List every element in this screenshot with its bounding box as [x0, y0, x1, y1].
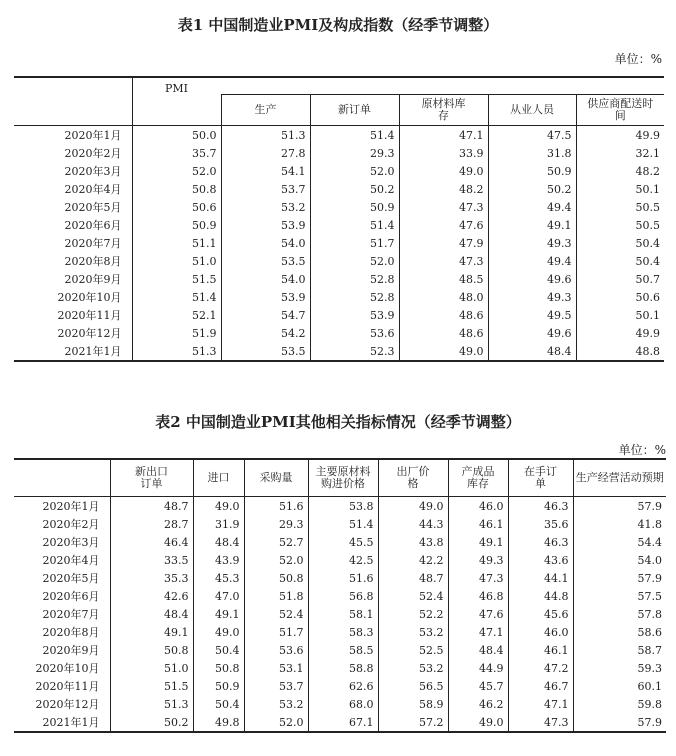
row-value: 48.8	[576, 342, 664, 361]
row-value: 50.0	[132, 126, 221, 145]
row-value: 35.7	[132, 144, 221, 162]
row-value: 56.8	[308, 587, 378, 605]
row-value: 29.3	[310, 144, 399, 162]
row-value: 47.2	[508, 659, 573, 677]
row-value: 49.0	[193, 623, 244, 641]
row-value: 62.6	[308, 677, 378, 695]
row-value: 49.9	[576, 324, 664, 342]
row-date: 2020年4月	[64, 183, 122, 196]
row-value: 45.7	[448, 677, 508, 695]
row-value: 48.7	[378, 569, 448, 587]
table2-unit: 单位：%	[618, 443, 666, 457]
table2-header-backlog-orders: 在手订单	[508, 459, 573, 497]
row-value: 52.0	[244, 713, 308, 732]
row-value: 49.0	[448, 713, 508, 732]
row-value: 48.2	[576, 162, 664, 180]
row-value: 50.4	[576, 234, 664, 252]
table1-corner-cell	[14, 77, 132, 126]
row-value: 52.0	[310, 252, 399, 270]
row-value: 50.8	[132, 180, 221, 198]
row-value: 50.8	[110, 641, 193, 659]
row-date: 2020年2月	[42, 518, 100, 531]
row-value: 57.5	[573, 587, 666, 605]
row-value: 54.7	[221, 306, 310, 324]
row-value: 49.6	[488, 270, 576, 288]
row-value: 58.9	[378, 695, 448, 713]
row-value: 46.7	[508, 677, 573, 695]
row-value: 50.4	[193, 695, 244, 713]
row-value: 51.5	[110, 677, 193, 695]
row-value: 28.7	[110, 515, 193, 533]
row-value: 54.1	[221, 162, 310, 180]
row-value: 53.7	[244, 677, 308, 695]
row-value: 53.6	[310, 324, 399, 342]
row-value: 44.3	[378, 515, 448, 533]
row-value: 53.2	[378, 623, 448, 641]
row-value: 48.2	[399, 180, 488, 198]
row-value: 33.5	[110, 551, 193, 569]
row-value: 51.8	[244, 587, 308, 605]
row-value: 58.7	[573, 641, 666, 659]
row-value: 51.6	[308, 569, 378, 587]
row-value: 42.6	[110, 587, 193, 605]
row-date: 2020年7月	[64, 237, 122, 250]
row-value: 50.1	[576, 306, 664, 324]
row-value: 58.5	[308, 641, 378, 659]
row-value: 53.9	[221, 288, 310, 306]
table-row	[14, 641, 666, 659]
table2-header-purchase-quantity: 采购量	[244, 459, 308, 497]
row-value: 52.8	[310, 288, 399, 306]
row-value: 51.3	[110, 695, 193, 713]
row-date: 2020年6月	[64, 219, 122, 232]
row-date: 2020年6月	[42, 590, 100, 603]
row-value: 43.9	[193, 551, 244, 569]
table1-header-new-orders: 新订单	[310, 95, 399, 126]
row-value: 52.4	[244, 605, 308, 623]
row-value: 49.1	[110, 623, 193, 641]
row-value: 54.4	[573, 533, 666, 551]
table-row	[14, 288, 664, 306]
row-value: 52.7	[244, 533, 308, 551]
row-value: 47.1	[508, 695, 573, 713]
row-value: 43.8	[378, 533, 448, 551]
table-row	[14, 144, 664, 162]
row-value: 51.9	[132, 324, 221, 342]
row-value: 48.4	[488, 342, 576, 361]
row-value: 46.3	[508, 533, 573, 551]
row-value: 49.4	[488, 252, 576, 270]
row-value: 51.4	[310, 126, 399, 145]
row-value: 45.5	[308, 533, 378, 551]
row-value: 53.6	[244, 641, 308, 659]
row-value: 51.1	[132, 234, 221, 252]
row-date: 2020年12月	[35, 698, 100, 711]
row-value: 44.8	[508, 587, 573, 605]
row-value: 50.1	[576, 180, 664, 198]
row-value: 49.4	[488, 198, 576, 216]
table2-header-input-prices: 主要原材料购进价格	[308, 459, 378, 497]
row-value: 47.3	[508, 713, 573, 732]
row-value: 27.8	[221, 144, 310, 162]
table-row	[14, 497, 666, 516]
row-value: 46.3	[508, 497, 573, 516]
row-value: 35.6	[508, 515, 573, 533]
row-value: 47.6	[399, 216, 488, 234]
row-value: 33.9	[399, 144, 488, 162]
row-value: 49.3	[488, 234, 576, 252]
row-value: 49.1	[448, 533, 508, 551]
row-value: 48.4	[110, 605, 193, 623]
row-value: 51.4	[308, 515, 378, 533]
row-value: 53.2	[378, 659, 448, 677]
row-value: 49.0	[399, 342, 488, 361]
row-value: 51.7	[310, 234, 399, 252]
row-value: 42.2	[378, 551, 448, 569]
row-value: 51.0	[132, 252, 221, 270]
row-value: 51.7	[244, 623, 308, 641]
row-value: 50.8	[244, 569, 308, 587]
row-date: 2021年1月	[14, 342, 132, 361]
row-value: 59.3	[573, 659, 666, 677]
row-value: 50.6	[132, 198, 221, 216]
table-row	[14, 533, 666, 551]
row-value: 48.4	[193, 533, 244, 551]
row-value: 50.5	[576, 198, 664, 216]
row-date: 2020年4月	[42, 554, 100, 567]
row-value: 57.2	[378, 713, 448, 732]
row-value: 50.8	[193, 659, 244, 677]
row-value: 52.0	[132, 162, 221, 180]
table1-header-employment: 从业人员	[488, 95, 576, 126]
row-value: 60.1	[573, 677, 666, 695]
row-date: 2020年1月	[42, 500, 100, 513]
table1-header-pmi: PMI	[132, 77, 221, 126]
row-value: 50.2	[310, 180, 399, 198]
row-value: 48.5	[399, 270, 488, 288]
row-value: 47.1	[399, 126, 488, 145]
row-value: 47.5	[488, 126, 576, 145]
row-value: 46.2	[448, 695, 508, 713]
row-value: 49.0	[193, 497, 244, 516]
row-value: 51.6	[244, 497, 308, 516]
table-row	[14, 677, 666, 695]
table1	[14, 76, 664, 362]
row-value: 52.1	[132, 306, 221, 324]
row-value: 52.8	[310, 270, 399, 288]
table2-corner-cell	[14, 459, 110, 497]
row-date: 2020年8月	[42, 626, 100, 639]
row-value: 52.3	[310, 342, 399, 361]
row-value: 53.2	[221, 198, 310, 216]
row-value: 51.4	[132, 288, 221, 306]
row-value: 49.0	[378, 497, 448, 516]
row-date: 2020年10月	[35, 662, 100, 675]
row-date: 2020年7月	[42, 608, 100, 621]
table2-header-business-expectations: 生产经营活动预期	[573, 459, 666, 497]
row-date: 2020年9月	[64, 273, 122, 286]
table1-unit: 单位：%	[614, 52, 662, 66]
row-value: 42.5	[308, 551, 378, 569]
row-value: 47.1	[448, 623, 508, 641]
row-value: 46.1	[448, 515, 508, 533]
row-value: 53.9	[310, 306, 399, 324]
row-value: 46.0	[448, 497, 508, 516]
row-value: 50.7	[576, 270, 664, 288]
table-row	[14, 342, 664, 361]
row-value: 45.6	[508, 605, 573, 623]
row-value: 53.1	[244, 659, 308, 677]
row-value: 53.5	[221, 342, 310, 361]
row-value: 50.5	[576, 216, 664, 234]
row-value: 48.0	[399, 288, 488, 306]
table-row	[14, 587, 666, 605]
table1-header-production: 生产	[221, 95, 310, 126]
row-date: 2020年5月	[64, 201, 122, 214]
row-value: 32.1	[576, 144, 664, 162]
row-value: 47.6	[448, 605, 508, 623]
row-value: 31.8	[488, 144, 576, 162]
row-value: 50.9	[488, 162, 576, 180]
table2-header-imports: 进口	[193, 459, 244, 497]
row-value: 58.6	[573, 623, 666, 641]
row-date: 2020年2月	[64, 147, 122, 160]
table1-header-spacer	[221, 77, 664, 95]
table1-title: 表1 中国制造业PMI及构成指数（经季节调整）	[177, 16, 499, 34]
table1-header-supplier-delivery: 供应商配送时间	[576, 95, 664, 126]
row-value: 48.6	[399, 306, 488, 324]
row-value: 53.8	[308, 497, 378, 516]
row-value: 57.8	[573, 605, 666, 623]
row-value: 46.4	[110, 533, 193, 551]
row-date: 2021年1月	[14, 713, 110, 732]
row-date: 2020年10月	[57, 291, 122, 304]
row-value: 53.9	[221, 216, 310, 234]
row-date: 2020年8月	[64, 255, 122, 268]
table2	[14, 458, 666, 733]
row-value: 41.8	[573, 515, 666, 533]
table-row	[14, 252, 664, 270]
row-value: 52.5	[378, 641, 448, 659]
row-value: 52.2	[378, 605, 448, 623]
row-value: 54.0	[573, 551, 666, 569]
row-value: 52.0	[310, 162, 399, 180]
row-value: 58.1	[308, 605, 378, 623]
row-value: 47.3	[448, 569, 508, 587]
row-value: 51.0	[110, 659, 193, 677]
row-value: 47.0	[193, 587, 244, 605]
row-value: 47.3	[399, 252, 488, 270]
row-date: 2020年11月	[35, 680, 100, 693]
row-value: 31.9	[193, 515, 244, 533]
row-value: 50.9	[193, 677, 244, 695]
row-value: 57.9	[573, 497, 666, 516]
row-value: 49.8	[193, 713, 244, 732]
row-value: 67.1	[308, 713, 378, 732]
row-value: 54.2	[221, 324, 310, 342]
row-value: 68.0	[308, 695, 378, 713]
table-row	[14, 216, 664, 234]
row-value: 46.0	[508, 623, 573, 641]
row-value: 50.4	[576, 252, 664, 270]
table-row	[14, 695, 666, 713]
row-value: 49.9	[576, 126, 664, 145]
table2-header-output-prices: 出厂价格	[378, 459, 448, 497]
row-value: 49.5	[488, 306, 576, 324]
row-value: 53.2	[244, 695, 308, 713]
row-value: 51.3	[221, 126, 310, 145]
table2-title: 表2 中国制造业PMI其他相关指标情况（经季节调整）	[155, 413, 521, 431]
table-row	[14, 234, 664, 252]
row-value: 50.4	[193, 641, 244, 659]
table1-header-raw-material-inventory: 原材料库存	[399, 95, 488, 126]
row-value: 44.1	[508, 569, 573, 587]
row-value: 50.2	[488, 180, 576, 198]
table-row	[14, 324, 664, 342]
row-value: 50.9	[132, 216, 221, 234]
row-date: 2020年1月	[64, 129, 122, 142]
row-value: 58.3	[308, 623, 378, 641]
row-value: 49.1	[193, 605, 244, 623]
row-date: 2020年12月	[57, 327, 122, 340]
row-value: 49.3	[488, 288, 576, 306]
row-date: 2020年11月	[57, 309, 122, 322]
table-row	[14, 515, 666, 533]
table-row	[14, 198, 664, 216]
row-value: 49.1	[488, 216, 576, 234]
row-date: 2020年5月	[42, 572, 100, 585]
table-row	[14, 180, 664, 198]
row-value: 50.9	[310, 198, 399, 216]
table-row	[14, 551, 666, 569]
row-value: 49.6	[488, 324, 576, 342]
row-value: 43.6	[508, 551, 573, 569]
table2-header-new-export-orders: 新出口订单	[110, 459, 193, 497]
row-value: 44.9	[448, 659, 508, 677]
table-row	[14, 126, 664, 145]
table-row	[14, 605, 666, 623]
row-date: 2020年3月	[64, 165, 122, 178]
row-value: 50.2	[110, 713, 193, 732]
table-row	[14, 659, 666, 677]
row-value: 53.5	[221, 252, 310, 270]
row-value: 46.1	[508, 641, 573, 659]
row-value: 58.8	[308, 659, 378, 677]
row-value: 57.9	[573, 569, 666, 587]
row-value: 35.3	[110, 569, 193, 587]
row-value: 49.0	[399, 162, 488, 180]
row-value: 57.9	[573, 713, 666, 732]
row-value: 48.7	[110, 497, 193, 516]
row-value: 51.4	[310, 216, 399, 234]
table-row	[14, 162, 664, 180]
row-value: 45.3	[193, 569, 244, 587]
table2-header-finished-goods-inventory: 产成品库存	[448, 459, 508, 497]
table-row	[14, 270, 664, 288]
row-value: 29.3	[244, 515, 308, 533]
row-date: 2020年9月	[42, 644, 100, 657]
row-value: 59.8	[573, 695, 666, 713]
table-row	[14, 306, 664, 324]
row-value: 47.9	[399, 234, 488, 252]
row-value: 48.6	[399, 324, 488, 342]
row-value: 54.0	[221, 234, 310, 252]
table-row	[14, 569, 666, 587]
row-value: 46.8	[448, 587, 508, 605]
table-row	[14, 623, 666, 641]
row-value: 53.7	[221, 180, 310, 198]
row-value: 52.0	[244, 551, 308, 569]
row-value: 51.5	[132, 270, 221, 288]
row-value: 48.4	[448, 641, 508, 659]
row-date: 2020年3月	[42, 536, 100, 549]
row-value: 51.3	[132, 342, 221, 361]
table-row	[14, 713, 666, 732]
row-value: 49.3	[448, 551, 508, 569]
row-value: 52.4	[378, 587, 448, 605]
row-value: 47.3	[399, 198, 488, 216]
row-value: 54.0	[221, 270, 310, 288]
row-value: 50.6	[576, 288, 664, 306]
row-value: 56.5	[378, 677, 448, 695]
